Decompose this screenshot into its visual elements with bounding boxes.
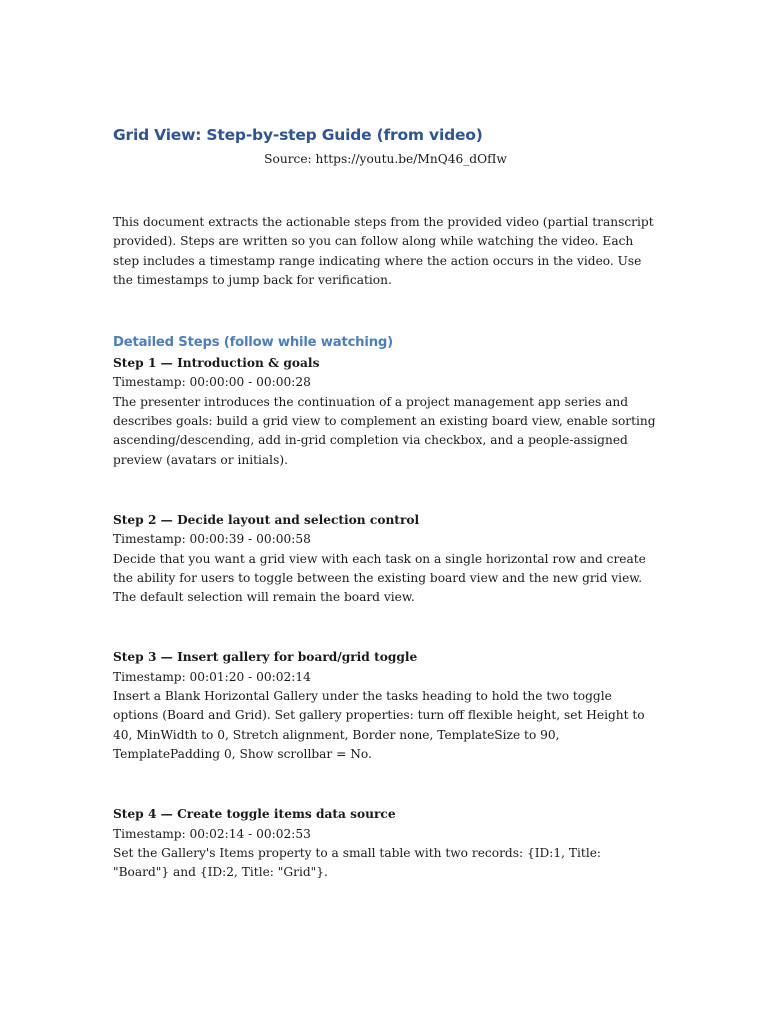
step-timestamp: Timestamp: 00:01:20 - 00:02:14	[113, 669, 311, 684]
intro-paragraph: This document extracts the actionable steps from the provided video (partial transcript provided). Steps are written so you can follow along while watching the video. Each step includes a timestamp range indicating where the action occurs in the video. Use the timestamps to jump back for verification.	[113, 215, 654, 287]
step-3	[113, 648, 658, 764]
step-title: Step 4 — Create toggle items data source	[113, 807, 396, 822]
step-4	[113, 805, 658, 882]
step-title: Step 3 — Insert gallery for board/grid toggle	[113, 650, 418, 665]
step-title: Step 1 — Introduction & goals	[113, 356, 320, 371]
section-heading: Detailed Steps (follow while watching)	[113, 335, 393, 351]
step-title: Step 2 — Decide layout and selection control	[113, 512, 420, 527]
steps-list	[113, 354, 658, 882]
step-timestamp: Timestamp: 00:00:39 - 00:00:58	[113, 532, 311, 547]
step-timestamp: Timestamp: 00:02:14 - 00:02:53	[113, 826, 311, 841]
step-description: Insert a Blank Horizontal Gallery under the tasks heading to hold the two toggle options (Board and Grid). Set gallery properties: turn off flexible height, set Height to 40, MinWidth to 0, Stretch alignment, Border none, TemplateSize to 90, TemplatePadding 0, Show scrollbar = No.	[113, 689, 645, 761]
source-line: Source: https://youtu.be/MnQ46_dOfIw	[264, 152, 507, 166]
step-description: Set the Gallery's Items property to a small table with two records: {ID:1, Title: "Board"} and {ID:2, Title: "Grid"}.	[113, 845, 602, 880]
document-title: Grid View: Step-by-step Guide (from video)	[113, 126, 483, 144]
document-page	[113, 124, 658, 882]
step-1	[113, 354, 658, 470]
step-description: Decide that you want a grid view with each task on a single horizontal row and create the ability for users to toggle between the existing board view and the new grid view. The default selection will remain the board view.	[113, 551, 646, 605]
step-2	[113, 511, 658, 607]
step-description: The presenter introduces the continuation of a project management app series and describes goals: build a grid view to complement an existing board view, enable sorting ascending/descending, add in-grid completion via checkbox, and a people-assigned preview (avatars or initials).	[113, 394, 656, 467]
step-timestamp: Timestamp: 00:00:00 - 00:00:28	[113, 375, 311, 390]
